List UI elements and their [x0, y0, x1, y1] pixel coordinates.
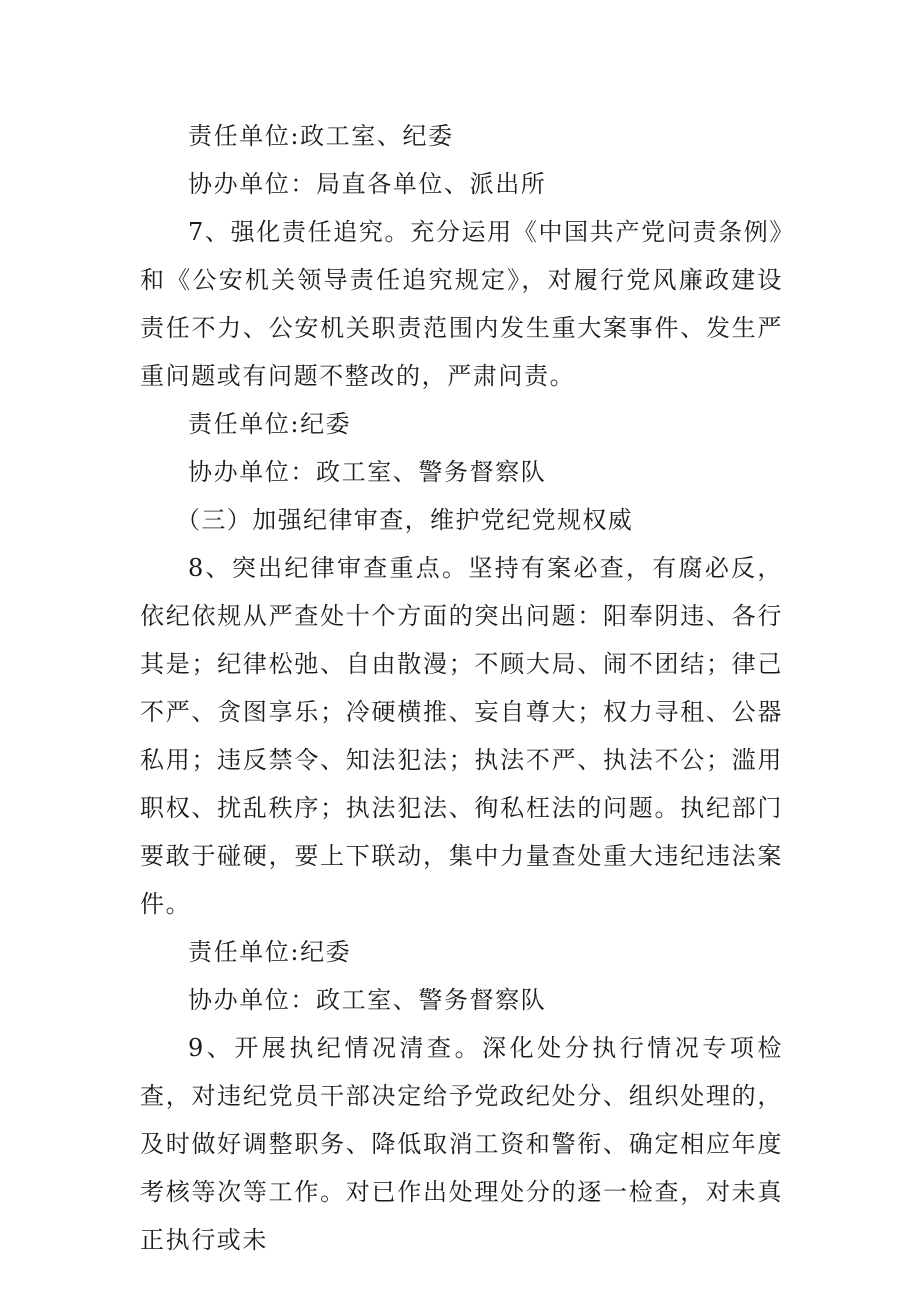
item-9-paragraph: 9、开展执纪情况清查。深化处分执行情况专项检查，对违纪党员干部决定给予党政纪处分、组织处理的，及时做好调整职务、降低取消工资和警衔、确定相应年度考核等次等工作。对已作出处理处分的逐一检查，对未真正执行或未 [140, 1034, 783, 1254]
responsible-unit-line: 责任单位:政工室、纪委 [188, 122, 454, 150]
responsible-unit-line: 责任单位:纪委 [188, 938, 352, 966]
item-7-paragraph: 7、强化责任追究。充分运用《中国共产党问责条例》和《公安机关领导责任追究规定》，对履行党风廉政建设责任不力、公安机关职责范围内发生重大案事件、发生严重问题或有问题不整改的，严肃问责。 [140, 218, 783, 390]
assisting-unit-line: 协办单位：政工室、警务督察队 [188, 986, 547, 1014]
item-8-paragraph: 8、突出纪律审查重点。坚持有案必查，有腐必反，依纪依规从严查处十个方面的突出问题：阳奉阴违、各行其是；纪律松弛、自由散漫；不顾大局、闹不团结；律己不严、贪图享乐；冷硬横推、妄自尊大；权力寻租、公器私用；违反禁令、知法犯法；执法不严、执法不公；滥用职权、扰乱秩序；执法犯法、徇私枉法的问题。执纪部门要敢于碰硬，要上下联动，集中力量查处重大违纪违法案件。 [140, 554, 783, 918]
responsible-unit-line: 责任单位:纪委 [188, 410, 352, 438]
document-body [140, 112, 783, 1264]
section-heading: （三）加强纪律审查，维护党纪党规权威 [176, 506, 634, 534]
assisting-unit-line: 协办单位：局直各单位、派出所 [188, 170, 547, 198]
assisting-unit-line: 协办单位：政工室、警务督察队 [188, 458, 547, 486]
